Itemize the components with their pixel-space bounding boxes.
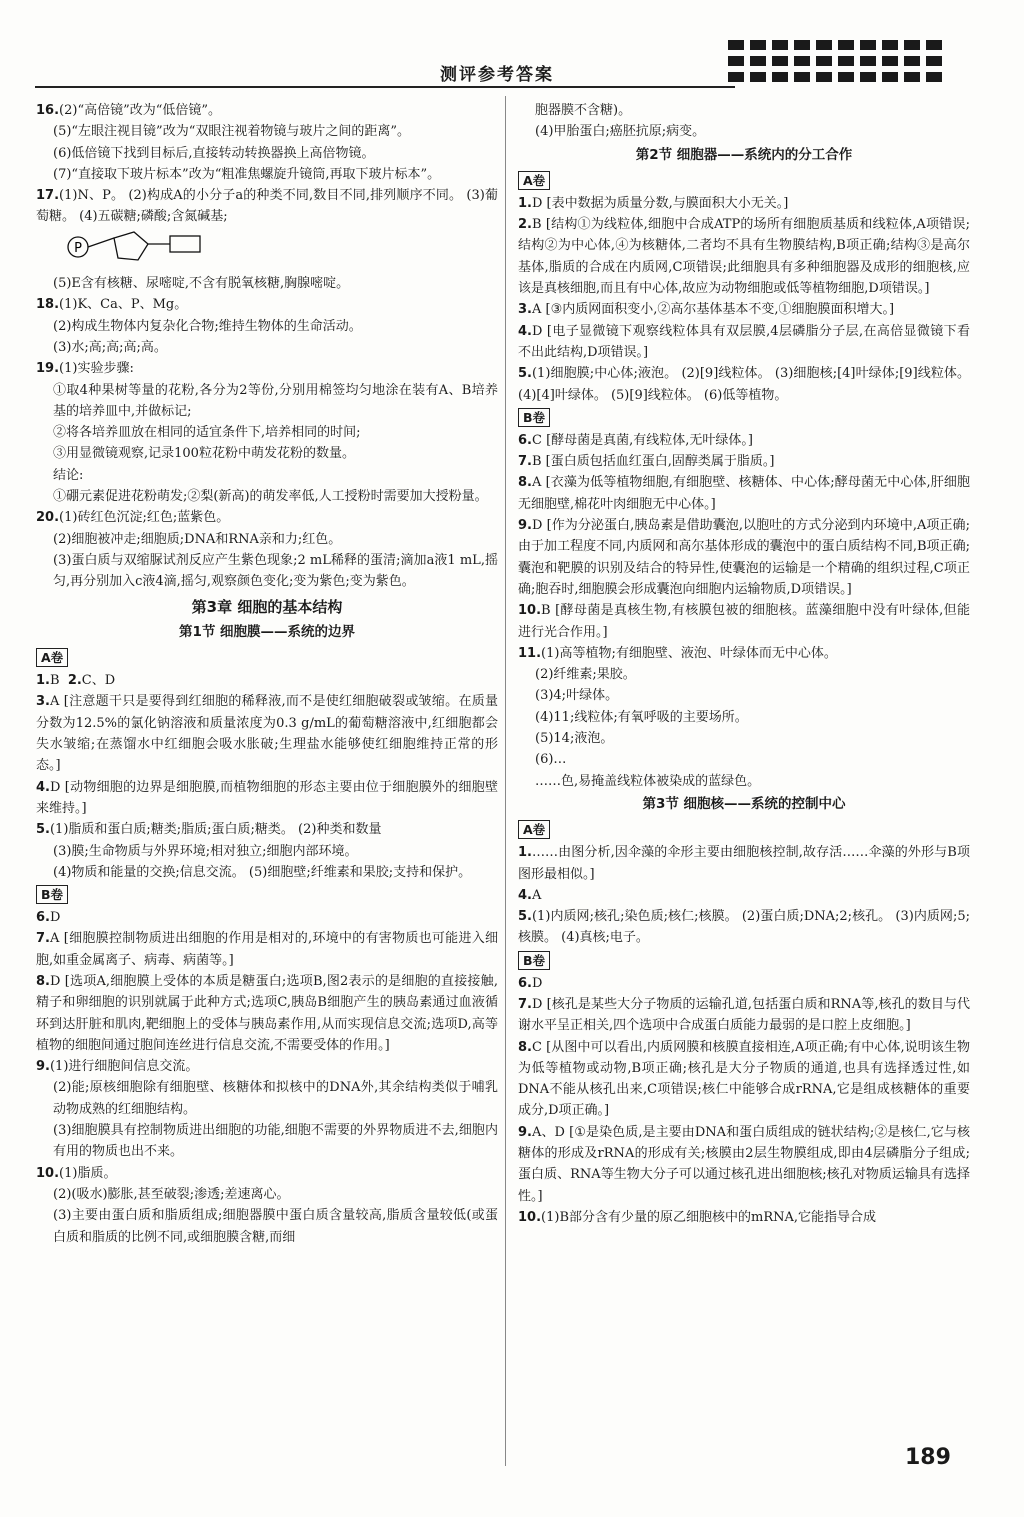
- answer-19-line: ③用显微镜观察,记录100粒花粉中萌发花粉的数量。: [53, 446, 355, 462]
- answer-19-line: ①取4种果树等量的花粉,各分为2等份,分别用棉签均匀地涂在装有A、B培养基的培养皿中,并做标记;: [53, 382, 498, 419]
- answer-16: 16.(2)“高倍镜”改为“低倍镜”。: [36, 103, 222, 118]
- answer-1: 1.D [表中数据为质量分数,与膜面积大小无关。]: [518, 195, 789, 211]
- column-divider: [505, 96, 506, 1466]
- volume-a-label: A卷: [518, 171, 550, 190]
- answer-1-2: 1.B 2.C、D: [36, 673, 116, 689]
- phosphate-label: P: [74, 240, 82, 256]
- right-column: [518, 100, 970, 1228]
- answer-9: 9.(1)进行细胞间信息交流。: [36, 1059, 199, 1075]
- answer-3: 3.A [③内质网面积变小,②高尔基体基本不变,①细胞膜面积增大。]: [518, 302, 895, 318]
- answer-16-line: (5)“左眼注视目镜”改为“双眼注视着物镜与玻片之间的距离”。: [53, 124, 410, 140]
- page-number: 189: [905, 1445, 951, 1470]
- volume-b-label: B卷: [518, 408, 550, 427]
- answer-18-line: (2)构成生物体内复杂化合物;维持生物体的生命活动。: [53, 318, 362, 334]
- answer-4: 4.A: [518, 887, 542, 903]
- answer-19-line: ②将各培养皿放在相同的适宜条件下,培养相同的时间;: [53, 425, 361, 441]
- answer-9: 9.A、D [①是染色质,是主要由DNA和蛋白质组成的链状结构;②是核仁,它与核糖体的形成及rRNA的形成有关;核膜由2层生物膜组成,即由4层磷脂分子组成;蛋白质、RNA等生物大分子可以通过核孔进出细胞核;核孔对物质运输具有选择性。]: [518, 1124, 970, 1204]
- answer-19: 19.(1)实验步骤:: [36, 361, 134, 377]
- pentose-pentagon: [114, 232, 148, 260]
- answer-3: 3.A [注意题干只是要得到红细胞的稀释液,而不是使红细胞破裂或皱缩。在质量分数为12.5%的氯化钠溶液和质量浓度为0.3 g/mL的葡萄糖溶液中,红细胞都会失水皱缩;在蒸馏水中红细胞会吸水胀破;生理盐水能够使红细胞维持正常的形态。]: [36, 694, 498, 774]
- answer-6: 6.C [酵母菌是真菌,有线粒体,无叶绿体。]: [518, 432, 753, 448]
- answer-2: 2.B [结构①为线粒体,细胞中合成ATP的场所有细胞质基质和线粒体,A项错误;结构②为中心体,④为核糖体,二者均不具有生物膜结构,B项正确;结构③是高尔基体,脂质的合成在内质网,C项错误;此细胞具有多种细胞器及成形的细胞核,应该是真核细胞,而且有中心体,故应为动物细胞或低等植物细胞,D项错误。]: [518, 217, 970, 297]
- answer-16-line: (7)“直接取下玻片标本”改为“粗准焦螺旋升镜筒,再取下玻片标本”。: [53, 166, 441, 182]
- answer-11-line: (4)11;线粒体;有氧呼吸的主要场所。: [535, 709, 748, 725]
- answer-8: 8.C [从图中可以看出,内质网膜和核膜直接相连,A项正确;有中心体,说明该生物为低等植物或动物,B项正确;核孔是大分子物质的通道,也具有选择透过性,如DNA不能从核孔出来,C项错误;核仁中能够合成rRNA,它是组成核糖体的重要成分,D项正确。]: [518, 1039, 970, 1119]
- answer-10-line: (2)(吸水)膨胀,甚至破裂;渗透;差速离心。: [53, 1186, 290, 1202]
- section-title: 第1节 细胞膜——系统的边界: [178, 623, 356, 640]
- answer-7: 7.A [细胞膜控制物质进出细胞的作用是相对的,环境中的有害物质也可能进入细胞,如重金属离子、病毒、病菌等。]: [36, 931, 498, 968]
- answer-1: 1.……由图分析,因伞藻的伞形主要由细胞核控制,故存活……伞藻的外形与B项图形最相似。]: [518, 845, 970, 882]
- answer-11-line: (6)…: [535, 752, 567, 768]
- answer-10: 10.(1)B部分含有少量的原乙细胞核中的mRNA,它能指导合成: [518, 1209, 877, 1225]
- answer-19-line: ①硼元素促进花粉萌发;②梨(新高)的萌发率低,人工授粉时需要加大授粉量。: [53, 489, 488, 505]
- answer-11-line: (3)4;叶绿体。: [535, 688, 619, 704]
- base-rectangle: [170, 236, 200, 252]
- answer-9: 9.D [作为分泌蛋白,胰岛素是借助囊泡,以胞吐的方式分泌到内环境中,A项正确;由于加工程度不同,内质网和高尔基体形成的囊泡中的蛋白质结构不同,B项正确;囊泡和靶膜的识别及结合的特异性,使囊泡的运输是一个精确的组织过程,C项正确;胞吞时,细胞膜会形成囊泡向细胞内运输物质,D项错误。]: [518, 518, 970, 597]
- answer-5-line: (3)膜;生命物质与外界环境;相对独立;细胞内部环境。: [53, 843, 358, 859]
- answer-11-line: (2)纤维素;果胶。: [535, 667, 636, 683]
- answer-6: 6.D: [518, 975, 543, 991]
- header-rule: [35, 86, 735, 88]
- answer-19-line: 结论:: [53, 467, 84, 483]
- volume-a-label: A卷: [36, 648, 68, 667]
- answer-9-line: (3)细胞膜具有控制物质进出细胞的功能,细胞不需要的外界物质进不去,细胞内有用的物质也出不来。: [53, 1123, 498, 1160]
- answer-4: 4.D [电子显微镜下观察线粒体具有双层膜,4层磷脂分子层,在高倍显微镜下看不出此结构,D项错误。]: [518, 323, 970, 360]
- answer-17: 17.(1)N、P。 (2)构成A的小分子a的种类不同,数目不同,排列顺序不同。 (3)葡萄糖。 (4)五碳糖;磷酸;含氮碱基;: [36, 188, 498, 225]
- answer-5: 5.(1)脂质和蛋白质;糖类;脂质;蛋白质;糖类。 (2)种类和数量: [36, 822, 382, 838]
- answer-16-line: (6)低倍镜下找到目标后,直接转动转换器换上高倍物镜。: [53, 145, 375, 161]
- chapter-title: 第3章 细胞的基本结构: [191, 597, 343, 616]
- answer-10-line: (3)主要由蛋白质和脂质组成;细胞器膜中蛋白质含量较高,脂质含量较低(或蛋白质和脂质的比例不同,或细胞膜含糖,而细: [53, 1208, 498, 1245]
- answer-8: 8.A [衣藻为低等植物细胞,有细胞壁、核糖体、中心体;酵母菌无中心体,肝细胞无细胞壁,棉花叶肉细胞无中心体。]: [518, 475, 970, 512]
- answer-20-line: (3)蛋白质与双缩脲试剂反应产生紫色现象;2 mL稀释的蛋清;滴加a液1 mL,摇匀,再分别加入c液4滴,摇匀,观察颜色变化;变为紫色;变为紫色。: [53, 552, 498, 590]
- answer-10: 10.B [酵母菌是真核生物,有核膜包被的细胞核。蓝藻细胞中没有叶绿体,但能进行光合作用。]: [518, 603, 970, 640]
- answer-6: 6.D: [36, 910, 61, 926]
- volume-a-label: A卷: [518, 820, 550, 839]
- answer-17-line: (5)E含有核糖、尿嘧啶,不含有脱氧核糖,胸腺嘧啶。: [53, 276, 350, 292]
- answer-20: 20.(1)砖红色沉淀;红色;蓝紫色。: [36, 510, 230, 526]
- answer-11-line: (5)14;液泡。: [535, 731, 614, 747]
- answer-11: 11.(1)高等植物;有细胞壁、液泡、叶绿体而无中心体。: [518, 645, 837, 661]
- answer-7: 7.B [蛋白质包括血红蛋白,固醇类属于脂质。]: [518, 454, 775, 470]
- continued-line: (4)甲胎蛋白;癌胚抗原;病变。: [535, 124, 706, 140]
- answer-7: 7.D [核孔是某些大分子物质的运输孔道,包括蛋白质和RNA等,核孔的数目与代谢水平呈正相关,四个选项中合成蛋白质能力最弱的是口腔上皮细胞。]: [518, 996, 970, 1034]
- volume-b-label: B卷: [518, 951, 550, 970]
- answer-18-line: (3)水;高;高;高;高。: [53, 339, 167, 355]
- answer-20-line: (2)细胞被冲走;细胞质;DNA和RNA亲和力;红色。: [53, 531, 342, 547]
- answer-9-line: (2)能;原核细胞除有细胞壁、核糖体和拟核中的DNA外,其余结构类似于哺乳动物成熟的红细胞结构。: [53, 1080, 498, 1117]
- answer-18: 18.(1)K、Ca、P、Mg。: [36, 297, 188, 313]
- volume-b-label: B卷: [36, 885, 68, 904]
- answer-5: 5.(1)细胞膜;中心体;液泡。 (2)[9]线粒体。 (3)细胞核;[4]叶绿体;[9]线粒体。 (4)[4]叶绿体。 (5)[9]线粒体。 (6)低等植物。: [518, 366, 970, 403]
- section-title: 第2节 细胞器——系统内的分工合作: [635, 146, 853, 163]
- page-header-title: 测评参考答案: [440, 65, 554, 85]
- answer-8: 8.D [选项A,细胞膜上受体的本质是糖蛋白;选项B,图2表示的是细胞的直接接触,精子和卵细胞的识别就属于此种方式;选项C,胰岛B细胞产生的胰岛素通过血液循环到达肝脏和肌肉,靶细胞上的受体与胰岛素作用,从而实现信息交流;选项D,高等植物的细胞间通过胞间连丝进行信息交流,不需要受体的作用。]: [36, 973, 498, 1053]
- left-column: [36, 100, 498, 1248]
- answer-5: 5.(1)内质网;核孔;染色质;核仁;核膜。 (2)蛋白质;DNA;2;核孔。 (3)内质网;5;核膜。 (4)真核;电子。: [518, 909, 970, 946]
- answer-11-line: ……色,易掩盖线粒体被染成的蓝绿色。: [535, 773, 761, 789]
- section-title: 第3节 细胞核——系统的控制中心: [642, 795, 846, 812]
- header-decoration: [728, 40, 968, 82]
- answer-4: 4.D [动物细胞的边界是细胞膜,而植物细胞的形态主要由位于细胞膜外的细胞壁来维持。]: [36, 779, 498, 816]
- answer-10: 10.(1)脂质。: [36, 1165, 117, 1181]
- nucleotide-diagram: [66, 230, 236, 264]
- continued-line: 胞器膜不含糖)。: [535, 103, 632, 118]
- answer-5-line: (4)物质和能量的交换;信息交流。 (5)细胞壁;纤维素和果胶;支持和保护。: [53, 864, 472, 880]
